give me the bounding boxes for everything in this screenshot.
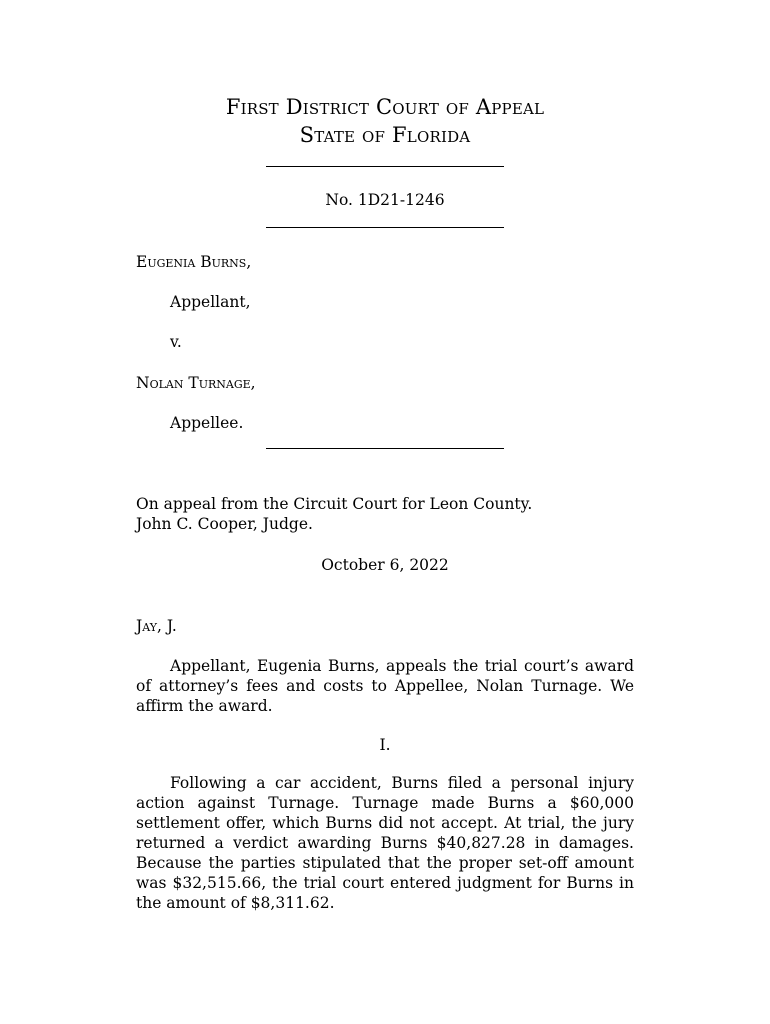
versus: v. (170, 333, 182, 351)
opinion-paragraph-1: Appellant, Eugenia Burns, appeals the trial court’s award of attorney’s fees and costs to Appellee, Nolan Turnage. We affirm the award. (136, 657, 634, 715)
opinion-author: Jay, J. (136, 617, 177, 635)
origin-judge: John C. Cooper, Judge. (136, 515, 313, 533)
court-state: State of Florida (299, 123, 471, 147)
appellee-name: Nolan Turnage, (136, 374, 256, 392)
decision-date: October 6, 2022 (321, 556, 449, 574)
opinion-paragraph-2: Following a car accident, Burns filed a personal injury action against Turnage. Turnage made Burns a $60,000 settlement offer, which Burns did not accept. At trial, the jury returned a verdict awarding Burns $40,827.28 in damages. Because the parties stipulated that the proper set-off amount was $32,515.66, the trial court entered judgment for Burns in the amount of $8,311.62. (136, 774, 634, 912)
case-number: No. 1D21-1246 (325, 191, 445, 209)
divider-1 (266, 166, 504, 167)
divider-2 (266, 227, 504, 228)
appellant-role: Appellant, (170, 293, 251, 311)
appellee-role: Appellee. (170, 414, 244, 432)
court-name: First District Court of Appeal (225, 95, 545, 119)
origin-court: On appeal from the Circuit Court for Leon County. (136, 495, 533, 513)
appellant-name: Eugenia Burns, (136, 253, 252, 271)
section-heading: I. (379, 736, 391, 754)
divider-3 (266, 448, 504, 449)
